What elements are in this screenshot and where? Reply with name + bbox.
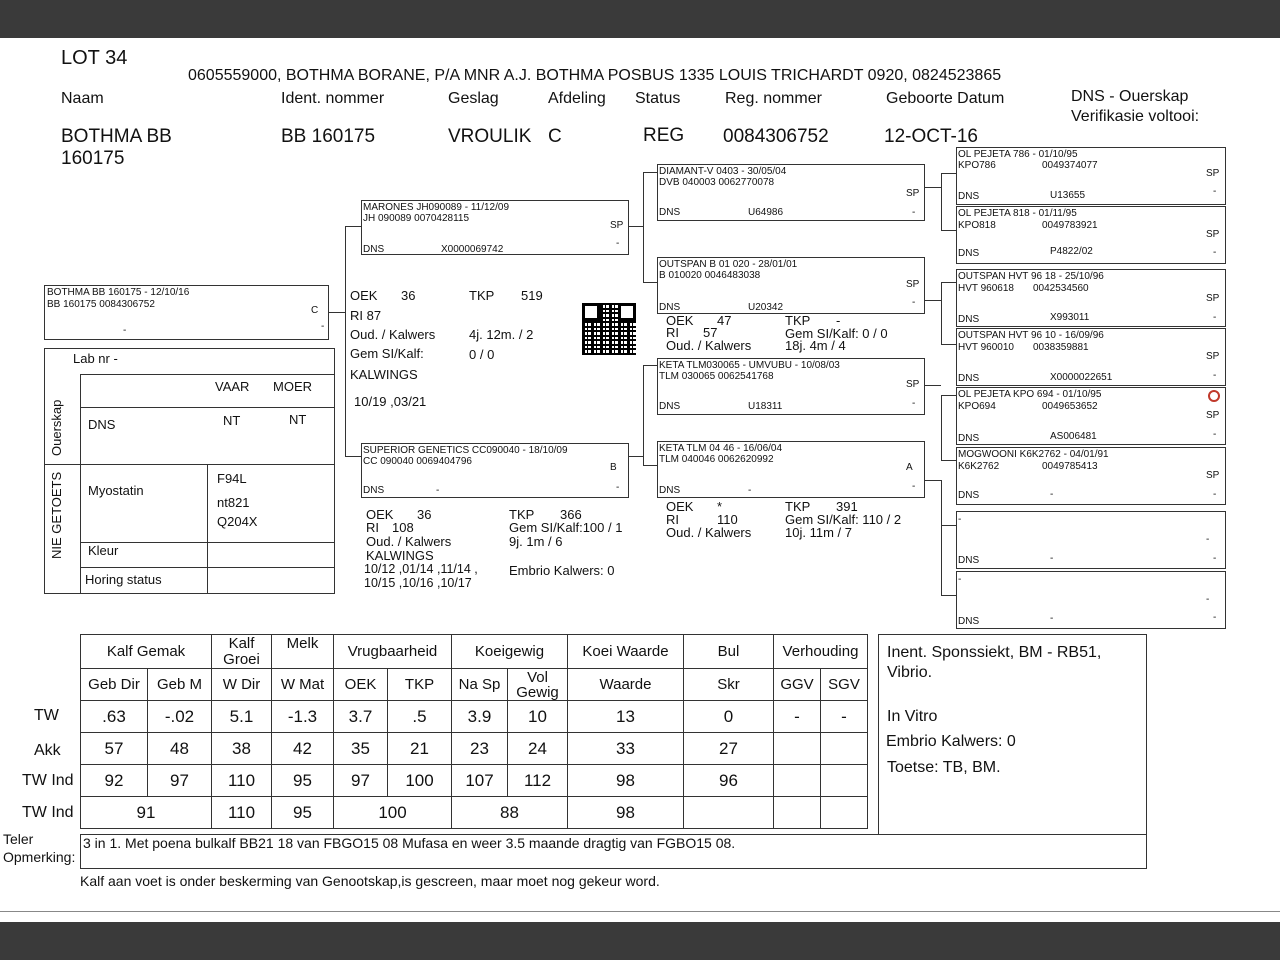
group-bul: Bul: [684, 635, 774, 669]
gp4-line2: TLM 040046 0062620992: [659, 454, 774, 465]
dam-tkp-label: TKP: [509, 507, 535, 522]
self-dash: -: [321, 321, 325, 332]
gp4-ri-label: RI: [666, 512, 679, 527]
ggp4-reg: 0038359881: [1033, 342, 1089, 353]
gp4-gem: Gem SI/Kalf: 110 / 2: [785, 512, 902, 527]
ggp4-dash: -: [1213, 370, 1217, 381]
gp4-line1: KETA TLM 04 46 - 16/06/04: [659, 443, 783, 454]
sub-na-sp: Na Sp: [452, 669, 508, 701]
performance-table: [80, 634, 868, 829]
tw-cell: 0: [684, 701, 774, 733]
gp2-oek-value: 47: [717, 313, 732, 328]
sub-sgv: SGV: [821, 669, 868, 701]
tw-cell: -: [774, 701, 821, 733]
ggp6-line1: MOGWOONI K6K2762 - 04/01/91: [958, 449, 1109, 460]
ggp8-dns-label: DNS: [958, 616, 980, 627]
qr-code-icon: [582, 303, 636, 355]
ggp6-code: SP: [1206, 470, 1220, 481]
group-kalf-gemak: Kalf Gemak: [81, 635, 212, 669]
sire-dash: -: [616, 238, 620, 249]
self-kalwings-dates: 10/19 ,03/21: [354, 394, 427, 409]
ggp-box-1: [956, 147, 1226, 205]
col-afdeling: Afdeling: [548, 90, 606, 107]
ggp3-line2: HVT 960618: [958, 283, 1014, 294]
bottom-bar: [0, 922, 1280, 960]
lab-kleur: Kleur: [88, 543, 119, 558]
self-oek-value: 36: [401, 288, 416, 303]
ggp4-dns-label: DNS: [958, 373, 980, 384]
gp3-line2: TLM 030065 0062541768: [659, 371, 774, 382]
ggp2-line2: KPO818: [958, 220, 996, 231]
col-dns-2: Verifikasie voltooi:: [1071, 108, 1200, 125]
ggp-box-3: [956, 269, 1226, 327]
gp1-dns-label: DNS: [659, 207, 681, 218]
ggp3-dash: -: [1213, 312, 1217, 323]
akk-cell: 48: [148, 733, 212, 765]
ggp5-line2: KPO694: [958, 401, 996, 412]
akk-cell: 27: [684, 733, 774, 765]
dam-dash: -: [616, 482, 620, 493]
gp1-dns-value: U64986: [748, 207, 784, 218]
dam-embrio: Embrio Kalwers: 0: [509, 563, 615, 578]
gp4-ri-value: 110: [717, 512, 738, 527]
twind2-cell: 100: [334, 797, 452, 829]
gp2-line1: OUTSPAN B 01 020 - 28/01/01: [659, 259, 798, 270]
ggp8-code: -: [1206, 594, 1210, 605]
gp2-gem: Gem SI/Kalf: 0 / 0: [785, 326, 888, 341]
self-line2: BB 160175 0084306752: [47, 299, 155, 310]
top-bar: [0, 0, 1280, 38]
gp2-dash: -: [912, 297, 916, 308]
akk-cell: [774, 733, 821, 765]
ggp8-dash: -: [1213, 612, 1217, 623]
ggp6-reg: 0049785413: [1042, 461, 1098, 472]
twind2-cell: 95: [272, 797, 334, 829]
twind-cell: [821, 765, 868, 797]
twind-cell: 96: [684, 765, 774, 797]
ggp-box-4: [956, 328, 1226, 386]
akk-cell: [821, 733, 868, 765]
gp3-dns-label: DNS: [659, 401, 681, 412]
col-naam: Naam: [61, 90, 104, 107]
ggp7-dash: -: [1213, 553, 1217, 564]
col-geboorte: Geboorte Datum: [886, 90, 1005, 107]
logo-icon: [1208, 390, 1220, 402]
dam-line1: SUPERIOR GENETICS CC090040 - 18/10/09: [363, 445, 568, 456]
lab-moer: MOER: [273, 379, 312, 394]
ggp6-dns-label: DNS: [958, 490, 980, 501]
self-line1: BOTHMA BB 160175 - 12/10/16: [47, 287, 190, 298]
self-oud-label: Oud. / Kalwers: [350, 327, 436, 342]
sub-oek: OEK: [334, 669, 388, 701]
row-label-twind-2: TW Ind: [22, 804, 74, 821]
notes-embrio: Embrio Kalwers: 0: [886, 733, 1016, 750]
self-box: [44, 285, 329, 340]
lab-box: [44, 348, 335, 594]
gp3-line1: KETA TLM030065 - UMVUBU - 10/08/03: [659, 360, 840, 371]
self-kalwings: KALWINGS: [350, 367, 418, 382]
lab-myostatin: Myostatin: [88, 483, 144, 498]
animal-ident: BB 160175: [281, 126, 376, 147]
dam-kalwings-dates2: 10/15 ,10/16 ,10/17: [364, 576, 472, 590]
twind-cell: 97: [148, 765, 212, 797]
gp4-oud-value: 10j. 11m / 7: [785, 525, 852, 540]
ggp2-dns-value: P4822/02: [1050, 246, 1093, 257]
lab-horing: Horing status: [85, 572, 162, 587]
ggp5-dns-label: DNS: [958, 433, 980, 444]
gp4-dns-label: DNS: [659, 485, 681, 496]
divider: [0, 911, 1280, 912]
ggp7-line1: -: [958, 514, 962, 525]
twind2-cell: [821, 797, 868, 829]
akk-cell: 42: [272, 733, 334, 765]
ggp6-dns-value: -: [1050, 489, 1054, 500]
twind-cell: 107: [452, 765, 508, 797]
twind-cell: 112: [508, 765, 568, 797]
gp2-oek-label: OEK: [666, 313, 694, 328]
lab-dns: DNS: [88, 417, 116, 432]
gp4-oek-value: *: [717, 499, 723, 514]
tw-cell: -: [821, 701, 868, 733]
dam-tkp-value: 366: [560, 507, 582, 522]
gp1-code: SP: [906, 188, 920, 199]
ggp1-code: SP: [1206, 168, 1220, 179]
gp-box-4: [657, 441, 925, 498]
lab-m1: F94L: [217, 471, 247, 486]
ggp2-reg: 0049783921: [1042, 220, 1098, 231]
twind-cell: 100: [388, 765, 452, 797]
ggp6-line2: K6K2762: [958, 461, 1000, 472]
twind2-cell: 91: [81, 797, 212, 829]
twind2-cell: 88: [452, 797, 568, 829]
dam-kalwings-dates1: 10/12 ,01/14 ,11/14 ,: [364, 562, 478, 576]
ggp2-dns-label: DNS: [958, 248, 980, 259]
group-vrugbaarheid: Vrugbaarheid: [334, 635, 452, 669]
dam-code: B: [610, 462, 617, 473]
gp2-line2: B 010020 0046483038: [659, 270, 761, 281]
gp1-dash: -: [912, 207, 916, 218]
sire-line1: MARONES JH090089 - 11/12/09: [363, 202, 510, 213]
ggp3-dns-label: DNS: [958, 314, 980, 325]
tw-cell: 3.7: [334, 701, 388, 733]
tw-cell: 5.1: [212, 701, 272, 733]
twind2-cell: 98: [568, 797, 684, 829]
dam-oud-value: 9j. 1m / 6: [509, 534, 563, 549]
sire-line2: JH 090089 0070428115: [363, 213, 470, 224]
tw-cell: 13: [568, 701, 684, 733]
col-ident: Ident. nommer: [281, 90, 385, 107]
ggp3-reg: 0042534560: [1033, 283, 1089, 294]
gp4-oud-label: Oud. / Kalwers: [666, 525, 752, 540]
twind-cell: 92: [81, 765, 148, 797]
akk-cell: 24: [508, 733, 568, 765]
ggp1-dash: -: [1213, 186, 1217, 197]
sire-dns-label: DNS: [363, 244, 385, 255]
sub-geb-m: Geb M: [148, 669, 212, 701]
tw-cell: -1.3: [272, 701, 334, 733]
akk-cell: 33: [568, 733, 684, 765]
gp3-dash: -: [912, 398, 916, 409]
self-code: C: [311, 305, 319, 316]
dam-box: [361, 443, 629, 498]
gp3-code: SP: [906, 379, 920, 390]
ggp1-dns-value: U13655: [1050, 190, 1086, 201]
group-melk: Melk: [272, 635, 334, 669]
sub-geb-dir: Geb Dir: [81, 669, 148, 701]
ggp4-dns-value: X0000022651: [1050, 372, 1113, 383]
ggp5-line1: OL PEJETA KPO 694 - 01/10/95: [958, 389, 1102, 400]
gp4-tkp-value: 391: [836, 499, 858, 514]
ggp7-code: -: [1206, 534, 1210, 545]
akk-cell: 57: [81, 733, 148, 765]
tw-cell: .5: [388, 701, 452, 733]
sub-vol-gewig: Vol Gewig: [508, 669, 568, 701]
teler-label: Teler: [3, 831, 34, 847]
gp2-ri-value: 57: [703, 325, 718, 340]
gp1-line2: DVB 040003 0062770078: [659, 177, 775, 188]
ggp2-dash: -: [1213, 247, 1217, 258]
self-oud-value: 4j. 12m. / 2: [469, 327, 534, 342]
animal-geslag: VROULIK: [448, 126, 532, 147]
twind-cell: 95: [272, 765, 334, 797]
self-gem-label: Gem SI/Kalf:: [350, 346, 424, 361]
gp4-code: A: [906, 462, 913, 473]
ggp5-dns-value: AS006481: [1050, 431, 1097, 442]
ggp5-reg: 0049653652: [1042, 401, 1098, 412]
lab-m2: nt821: [217, 495, 250, 510]
tw-cell: -.02: [148, 701, 212, 733]
ggp8-line1: -: [958, 574, 962, 585]
ggp-box-8: [956, 571, 1226, 629]
kalf-note: Kalf aan voet is onder beskerming van Genootskap,is gescreen, maar moet nog gekeur word.: [80, 873, 660, 889]
dam-oek-value: 36: [417, 507, 432, 522]
ggp5-dash: -: [1213, 429, 1217, 440]
notes-invitro: In Vitro: [887, 708, 938, 725]
lot-number: LOT 34: [61, 47, 128, 69]
twind2-cell: 110: [212, 797, 272, 829]
sub-waarde: Waarde: [568, 669, 684, 701]
gp-box-1: [657, 164, 925, 221]
lab-nt-vaar: NT: [223, 413, 241, 428]
ggp-box-5: [956, 387, 1226, 445]
gp2-ri-label: RI: [666, 325, 679, 340]
ggp8-dns-value: -: [1050, 613, 1054, 624]
akk-cell: 23: [452, 733, 508, 765]
sub-skr: Skr: [684, 669, 774, 701]
gp2-dns-value: U20342: [748, 302, 784, 313]
gp2-code: SP: [906, 279, 920, 290]
animal-status: REG: [643, 125, 685, 146]
row-label-akk: Akk: [34, 742, 61, 759]
opmerking-label: Opmerking:: [3, 849, 76, 865]
col-reg: Reg. nommer: [725, 90, 822, 107]
sub-ggv: GGV: [774, 669, 821, 701]
self-tkp-label: TKP: [469, 288, 495, 303]
twind2-cell: [774, 797, 821, 829]
lab-vaar: VAAR: [215, 379, 250, 394]
sub-tkp: TKP: [388, 669, 452, 701]
ggp3-line1: OUTSPAN HVT 96 18 - 25/10/96: [958, 271, 1104, 282]
gp2-tkp-value: -: [836, 313, 841, 328]
sire-dns-value: X0000069742: [441, 244, 504, 255]
tw-cell: 3.9: [452, 701, 508, 733]
self-gem-value: 0 / 0: [469, 347, 495, 362]
gp-box-2: [657, 257, 925, 314]
twind2-cell: [684, 797, 774, 829]
gp-box-3: [657, 358, 925, 415]
self-dns: -: [123, 325, 127, 336]
dam-line2: CC 090040 0069404796: [363, 456, 472, 467]
gp4-oek-label: OEK: [666, 499, 694, 514]
col-dns: DNS - Ouerskap: [1071, 88, 1189, 105]
animal-reg: 0084306752: [723, 126, 829, 147]
ggp1-dns-label: DNS: [958, 191, 980, 202]
twind-cell: 110: [212, 765, 272, 797]
sub-w-dir: W Dir: [212, 669, 272, 701]
group-verhouding: Verhouding: [774, 635, 868, 669]
ggp-box-7: [956, 511, 1226, 569]
gp2-tkp-label: TKP: [785, 313, 811, 328]
ggp4-code: SP: [1206, 351, 1220, 362]
sub-w-mat: W Mat: [272, 669, 334, 701]
notes-box: [878, 634, 1147, 835]
lab-m3: Q204X: [217, 514, 258, 529]
ggp4-line1: OUTSPAN HVT 96 10 - 16/09/96: [958, 330, 1104, 341]
self-oek-label: OEK: [350, 288, 378, 303]
dam-ri-value: 108: [392, 520, 414, 535]
self-tkp-value: 519: [521, 288, 543, 303]
dam-dns-label: DNS: [363, 485, 385, 496]
gp2-oud-value: 18j. 4m / 4: [785, 338, 846, 353]
sire-code: SP: [610, 220, 624, 231]
notes-toetse: Toetse: TB, BM.: [887, 759, 1001, 776]
owner-info: 0605559000, BOTHMA BORANE, P/A MNR A.J. BOTHMA POSBUS 1335 LOUIS TRICHARDT 0920, 0824523865: [188, 67, 1002, 84]
akk-cell: 35: [334, 733, 388, 765]
ggp7-dns-label: DNS: [958, 555, 980, 566]
row-label-twind: TW Ind: [22, 772, 74, 789]
dam-kalwings: KALWINGS: [366, 548, 434, 563]
self-ri: RI 87: [350, 308, 382, 323]
twind-cell: [774, 765, 821, 797]
tw-cell: 10: [508, 701, 568, 733]
remarks-box: [80, 834, 1147, 869]
group-koeigewig: Koeigewig: [452, 635, 568, 669]
ggp1-line2: KPO786: [958, 160, 996, 171]
notes-inent: Inent. Sponssiekt, BM - RB51, Vibrio.: [887, 644, 1102, 681]
lab-side-nie-getoets: NIE GETOETS: [49, 471, 64, 559]
dam-oek-label: OEK: [366, 507, 394, 522]
gp4-dash: -: [912, 481, 916, 492]
animal-naam-2: 160175: [61, 148, 125, 169]
ggp7-dns-value: -: [1050, 553, 1054, 564]
lab-nr: Lab nr -: [73, 351, 118, 366]
ggp4-line2: HVT 960010: [958, 342, 1014, 353]
dam-oud-label: Oud. / Kalwers: [366, 534, 452, 549]
ggp2-line1: OL PEJETA 818 - 01/11/95: [958, 208, 1077, 219]
animal-afdeling: C: [548, 126, 562, 147]
gp4-dns-value: -: [748, 485, 752, 496]
gp3-dns-value: U18311: [748, 401, 783, 412]
gp4-tkp-label: TKP: [785, 499, 811, 514]
ggp6-dash: -: [1213, 489, 1217, 500]
ggp-box-6: [956, 447, 1226, 505]
remarks-text: 3 in 1. Met poena bulkalf BB21 18 van FBGO15 08 Mufasa en weer 3.5 maande dragtig van FGBO15 08.: [83, 835, 736, 851]
col-geslag: Geslag: [448, 90, 499, 107]
dam-dns-value: -: [436, 485, 440, 496]
ggp1-line1: OL PEJETA 786 - 01/10/95: [958, 149, 1078, 160]
twind-cell: 97: [334, 765, 388, 797]
ggp2-code: SP: [1206, 229, 1220, 240]
lab-nt-moer: NT: [289, 412, 307, 427]
animal-geboorte: 12-OCT-16: [884, 126, 978, 147]
animal-naam: BOTHMA BB: [61, 126, 172, 147]
gp1-line1: DIAMANT-V 0403 - 30/05/04: [659, 166, 787, 177]
ggp3-dns-value: X993011: [1050, 312, 1090, 323]
ggp-box-2: [956, 206, 1226, 264]
dam-gem: Gem SI/Kalf:100 / 1: [509, 520, 623, 535]
lab-side-ouerskap: Ouerskap: [49, 399, 64, 456]
row-label-tw: TW: [34, 707, 59, 724]
group-kalf-groei: Kalf Groei: [212, 635, 272, 669]
tw-cell: .63: [81, 701, 148, 733]
ggp3-code: SP: [1206, 293, 1220, 304]
gp2-dns-label: DNS: [659, 302, 681, 313]
akk-cell: 21: [388, 733, 452, 765]
group-koei-waarde: Koei Waarde: [568, 635, 684, 669]
ggp1-reg: 0049374077: [1042, 160, 1098, 171]
dam-ri-label: RI: [366, 520, 379, 535]
sire-box: [361, 200, 629, 255]
ggp5-code: SP: [1206, 410, 1220, 421]
gp2-oud-label: Oud. / Kalwers: [666, 338, 752, 353]
twind-cell: 98: [568, 765, 684, 797]
akk-cell: 38: [212, 733, 272, 765]
col-status: Status: [635, 90, 681, 107]
